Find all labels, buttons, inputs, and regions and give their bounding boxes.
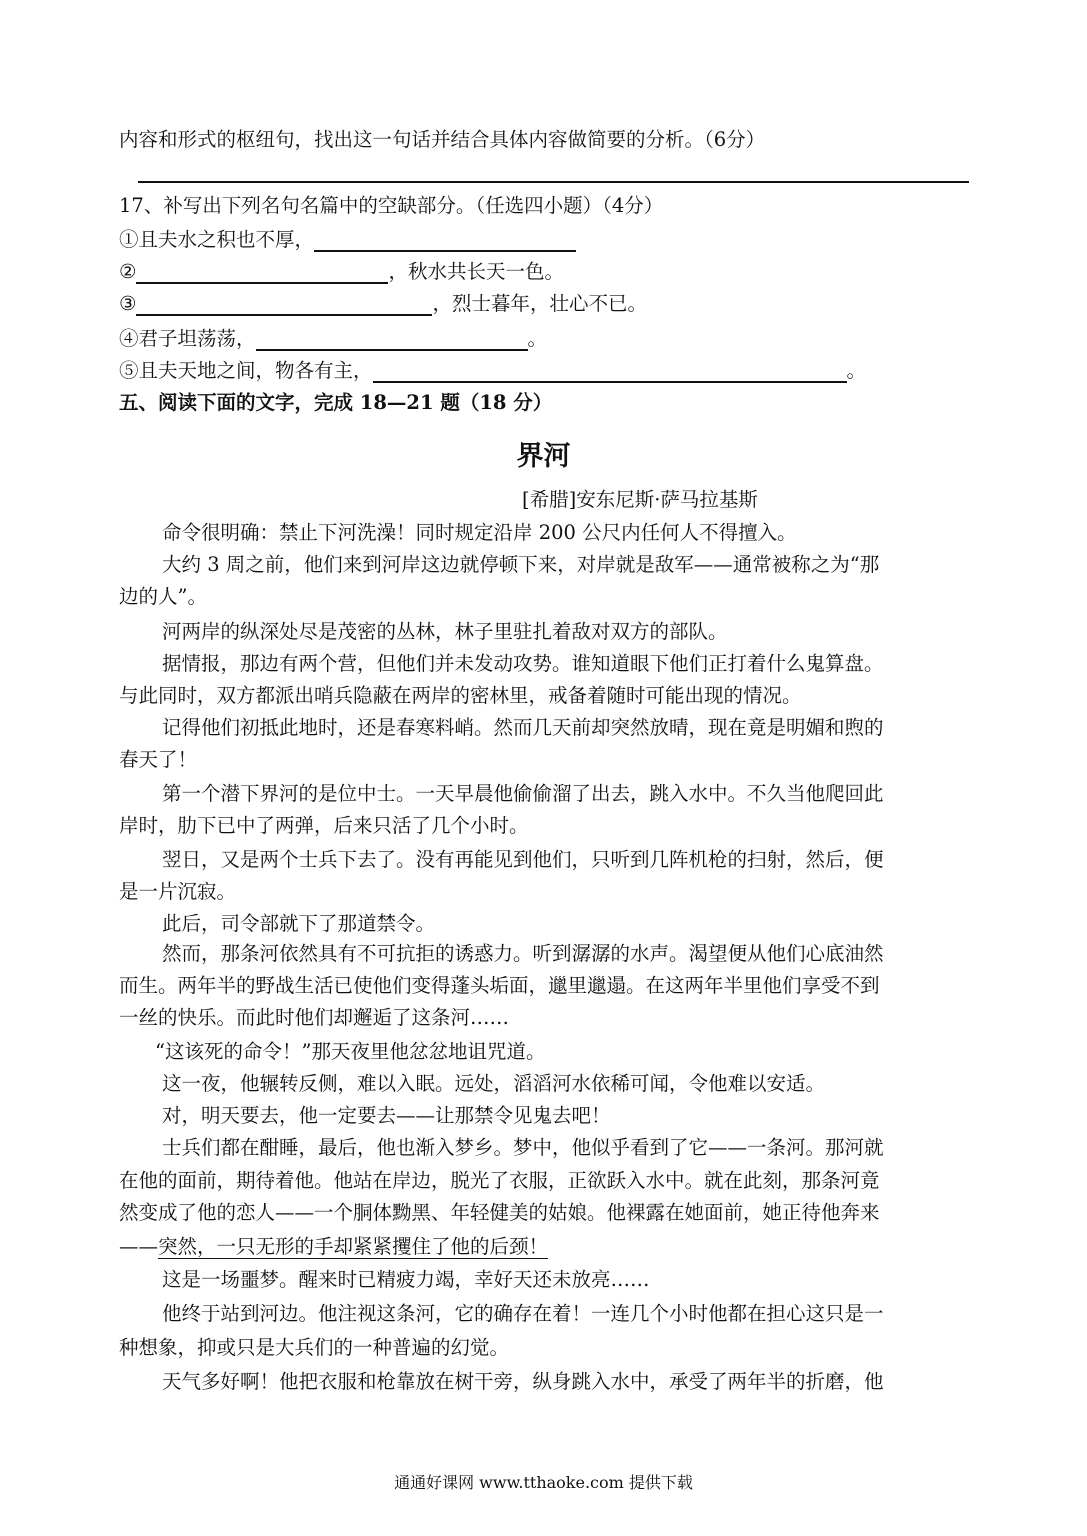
q17-item-5 — [119, 359, 866, 383]
passage-line-23-dash: —— — [119, 1235, 158, 1258]
q17-item-3 — [119, 292, 647, 316]
q17-item-4-text: ④君子坦荡荡， — [119, 327, 256, 350]
passage-line-24: 这是一场噩梦。醒来时已精疲力竭，幸好天还未放亮…… — [162, 1268, 650, 1291]
passage-line-6: 与此同时，双方都派出哨兵隐蔽在两岸的密林里，戒备着随时可能出现的情况。 — [119, 684, 802, 707]
passage-line-25: 他终于站到河边。他注视这条河，它的确存在着！一连几个小时他都在担心这只是一 — [162, 1302, 884, 1325]
q17-item-5-tail: 。 — [846, 359, 867, 382]
q17-item-2-text: ② — [119, 260, 137, 283]
question16-tail: 内容和形式的枢纽句，找出这一句话并结合具体内容做简要的分析。（6分） — [119, 128, 766, 151]
q17-item-4 — [119, 327, 547, 351]
q17-item-1-text: ①且夫水之积也不厚， — [119, 228, 315, 251]
passage-line-2: 大约 3 周之前，他们来到河岸这边就停顿下来，对岸就是敌军——通常被称之为“那 — [162, 553, 880, 576]
passage-line-15: 而生。两年半的野战生活已使他们变得蓬头垢面，邋里邋遢。在这两年半里他们享受不到 — [119, 974, 880, 997]
passage-line-21: 在他的面前，期待着他。他站在岸边，脱光了衣服，正欲跃入水中。就在此刻，那条河竟 — [119, 1169, 880, 1192]
q17-item-2-tail: ，秋水共长天一色。 — [388, 260, 564, 283]
q17-item-1 — [119, 228, 576, 252]
passage-line-16: 一丝的快乐。而此时他们却邂逅了这条河…… — [119, 1006, 510, 1029]
passage-line-18: 这一夜，他辗转反侧，难以入眠。远处，滔滔河水依稀可闻，令他难以安适。 — [162, 1072, 826, 1095]
passage-author: [希腊]安东尼斯·萨马拉基斯 — [522, 488, 758, 511]
q17-item-1-blank[interactable] — [314, 232, 576, 252]
answer-line — [138, 181, 969, 183]
passage-line-23 — [119, 1235, 548, 1259]
passage-line-4: 河两岸的纵深处尽是茂密的丛林，林子里驻扎着敌对双方的部队。 — [162, 620, 728, 643]
passage-line-26: 种想象，抑或只是大兵们的一种普遍的幻觉。 — [119, 1336, 510, 1359]
q17-item-3-tail: ，烈士暮年，壮心不已。 — [432, 292, 647, 315]
passage-line-22: 然变成了他的恋人——一个胴体黝黑、年轻健美的姑娘。他裸露在她面前，她正待他奔来 — [119, 1201, 880, 1224]
passage-line-19: 对，明天要去，他一定要去——让那禁令见鬼去吧！ — [162, 1104, 611, 1127]
passage-line-12: 是一片沉寂。 — [119, 880, 237, 903]
section5-heading: 五、阅读下面的文字，完成 18—21 题（18 分） — [119, 391, 553, 414]
passage-line-9: 第一个潜下界河的是位中士。一天早晨他偷偷溜了出去，跳入水中。不久当他爬回此 — [162, 782, 884, 805]
passage-line-14: 然而，那条河依然具有不可抗拒的诱惑力。听到潺潺的水声。渴望便从他们心底油然 — [162, 942, 884, 965]
passage-line-27: 天气多好啊！他把衣服和枪靠放在树干旁，纵身跳入水中，承受了两年半的折磨，他 — [162, 1370, 884, 1393]
q17-item-4-tail: 。 — [527, 327, 548, 350]
passage-line-7: 记得他们初抵此地时，还是春寒料峭。然而几天前却突然放晴，现在竟是明媚和煦的 — [162, 716, 884, 739]
underlined-sentence: 突然，一只无形的手却紧紧攫住了他的后颈！ — [158, 1235, 549, 1258]
passage-line-11: 翌日，又是两个士兵下去了。没有再能见到他们，只听到几阵机枪的扫射，然后，便 — [162, 848, 884, 871]
passage-line-13: 此后，司令部就下了那道禁令。 — [162, 912, 436, 935]
passage-line-10: 岸时，肋下已中了两弹，后来只活了几个小时。 — [119, 814, 529, 837]
passage-line-1: 命令很明确：禁止下河洗澡！同时规定沿岸 200 公尺内任何人不得擅入。 — [162, 521, 797, 544]
q17-item-5-blank[interactable] — [373, 363, 847, 383]
passage-line-5: 据情报，那边有两个营，但他们并未发动攻势。谁知道眼下他们正打着什么鬼算盘。 — [162, 652, 884, 675]
question17-prompt: 17、补写出下列名句名篇中的空缺部分。（任选四小题）（4分） — [119, 194, 664, 217]
passage-line-20: 士兵们都在酣睡，最后，他也渐入梦乡。梦中，他似乎看到了它——一条河。那河就 — [162, 1136, 884, 1159]
passage-line-17: “这该死的命令！”那天夜里他忿忿地诅咒道。 — [155, 1040, 546, 1063]
q17-item-3-blank[interactable] — [136, 296, 432, 316]
q17-item-4-blank[interactable] — [256, 331, 528, 351]
passage-line-8: 春天了！ — [119, 748, 198, 771]
page-footer: 通通好课网 www.tthaoke.com 提供下载 — [394, 1473, 693, 1492]
q17-item-2-blank[interactable] — [136, 264, 388, 284]
passage-line-3: 边的人”。 — [119, 585, 207, 608]
passage-title: 界河 — [516, 441, 571, 472]
q17-item-3-text: ③ — [119, 292, 137, 315]
q17-item-2 — [119, 260, 564, 284]
q17-item-5-text: ⑤且夫天地之间，物各有主， — [119, 359, 373, 382]
